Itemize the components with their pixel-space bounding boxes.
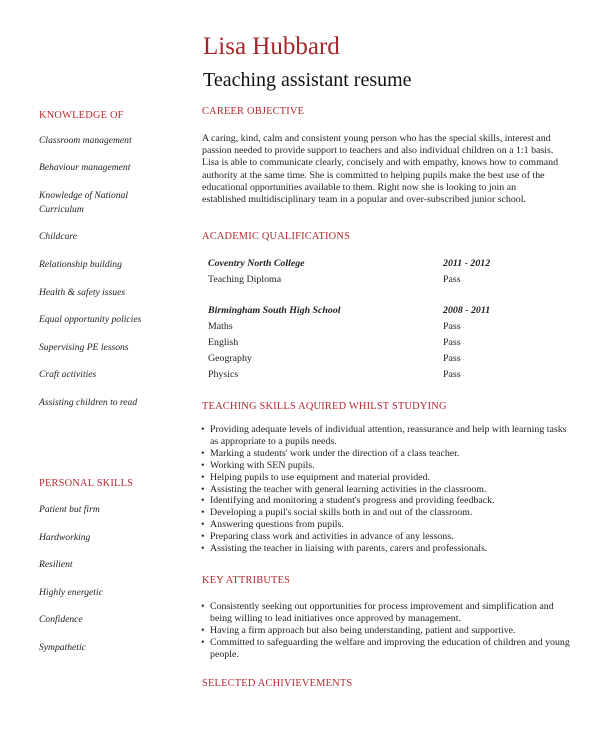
personal-skill-item: Patient but firm [39, 504, 100, 515]
personal-skills-heading: PERSONAL SKILLS [39, 478, 134, 489]
knowledge-item: Supervising PE lessons [39, 342, 129, 353]
resume-subtitle: Teaching assistant resume [203, 69, 412, 91]
qualification-subject: Physics [208, 369, 239, 380]
career-objective-heading: CAREER OBJECTIVE [202, 106, 305, 117]
list-item: • Assisting the teacher with general learning activities in the classroom. [200, 484, 570, 496]
career-objective-text: A caring, kind, calm and consistent young person who has the special skills, interest and passion needed to provide support to teachers and also individual children on a 1:1 basis. Lisa is able to communicate clearly, concisely and with empathy, knows how to command authority at the same time. She is committed to helping pupils make the best use of the educational opportunities available to them. Right now she is looking to join an established multidisciplinary team in a popular and over-subscribed junior school. [202, 133, 559, 206]
qualification-result: Pass [443, 369, 461, 380]
qualification-subject: Maths [208, 321, 233, 332]
teaching-skills-list [200, 424, 570, 555]
qualification-subject: English [208, 337, 239, 348]
knowledge-item: Assisting children to read [39, 397, 138, 408]
knowledge-item: Classroom management [39, 135, 132, 146]
list-item: • Providing adequate levels of individual attention, reassurance and help with learning tasks as appropriate to a pupils needs. [200, 424, 570, 448]
qualification-result: Pass [443, 321, 461, 332]
qualification-subject: Geography [208, 353, 252, 364]
knowledge-heading: KNOWLEDGE OF [39, 110, 124, 121]
knowledge-item: Knowledge of National Curriculum [39, 190, 129, 215]
personal-skill-item: Hardworking [39, 532, 91, 543]
knowledge-item: Childcare [39, 231, 78, 242]
list-item: • Having a firm approach but also being understanding, patient and supportive. [200, 625, 570, 637]
knowledge-item: Relationship building [39, 259, 122, 270]
personal-skill-item: Confidence [39, 614, 83, 625]
key-attributes-list [200, 601, 570, 661]
achievements-heading: SELECTED ACHIVIEVEMENTS [202, 678, 353, 689]
list-item: • Marking a students' work under the direction of a class teacher. [200, 448, 570, 460]
personal-skill-item: Resilient [39, 559, 73, 570]
list-item: • Helping pupils to use equipment and material provided. [200, 472, 570, 484]
teaching-skills-heading: TEACHING SKILLS AQUIRED WHILST STUDYING [202, 401, 447, 412]
list-item: • Assisting the teacher in liaising with parents, carers and professionals. [200, 543, 570, 555]
list-item: • Committed to safeguarding the welfare and improving the education of children and young people. [200, 637, 570, 661]
qualification-result: Pass [443, 274, 461, 285]
school-years: 2008 - 2011 [443, 305, 491, 316]
knowledge-item: Behaviour management [39, 162, 131, 173]
personal-skill-item: Highly energetic [39, 587, 103, 598]
school-years: 2011 - 2012 [443, 258, 491, 269]
qualification-subject: Teaching Diploma [208, 274, 282, 285]
academic-heading: ACADEMIC QUALIFICATIONS [202, 231, 351, 242]
personal-skill-item: Sympathetic [39, 642, 86, 653]
school-name: Birmingham South High School [208, 305, 341, 316]
school-name: Coventry North College [208, 258, 305, 269]
knowledge-item: Craft activities [39, 369, 97, 380]
resume-name: Lisa Hubbard [203, 33, 340, 60]
qualification-result: Pass [443, 337, 461, 348]
list-item: • Consistently seeking out opportunities for process improvement and simplification and being willing to lead initiatives once approved by management. [200, 601, 570, 625]
knowledge-item: Equal opportunity policies [39, 314, 142, 325]
qualification-result: Pass [443, 353, 461, 364]
knowledge-item: Health & safety issues [39, 287, 126, 298]
list-item: • Working with SEN pupils. [200, 460, 570, 472]
key-attributes-heading: KEY ATTRIBUTES [202, 575, 291, 586]
list-item: • Preparing class work and activities in advance of any lessons. [200, 531, 570, 543]
list-item: • Identifying and monitoring a student's progress and providing feedback. [200, 495, 570, 507]
list-item: • Answering questions from pupils. [200, 519, 570, 531]
list-item: • Developing a pupil's social skills both in and out of the classroom. [200, 507, 570, 519]
